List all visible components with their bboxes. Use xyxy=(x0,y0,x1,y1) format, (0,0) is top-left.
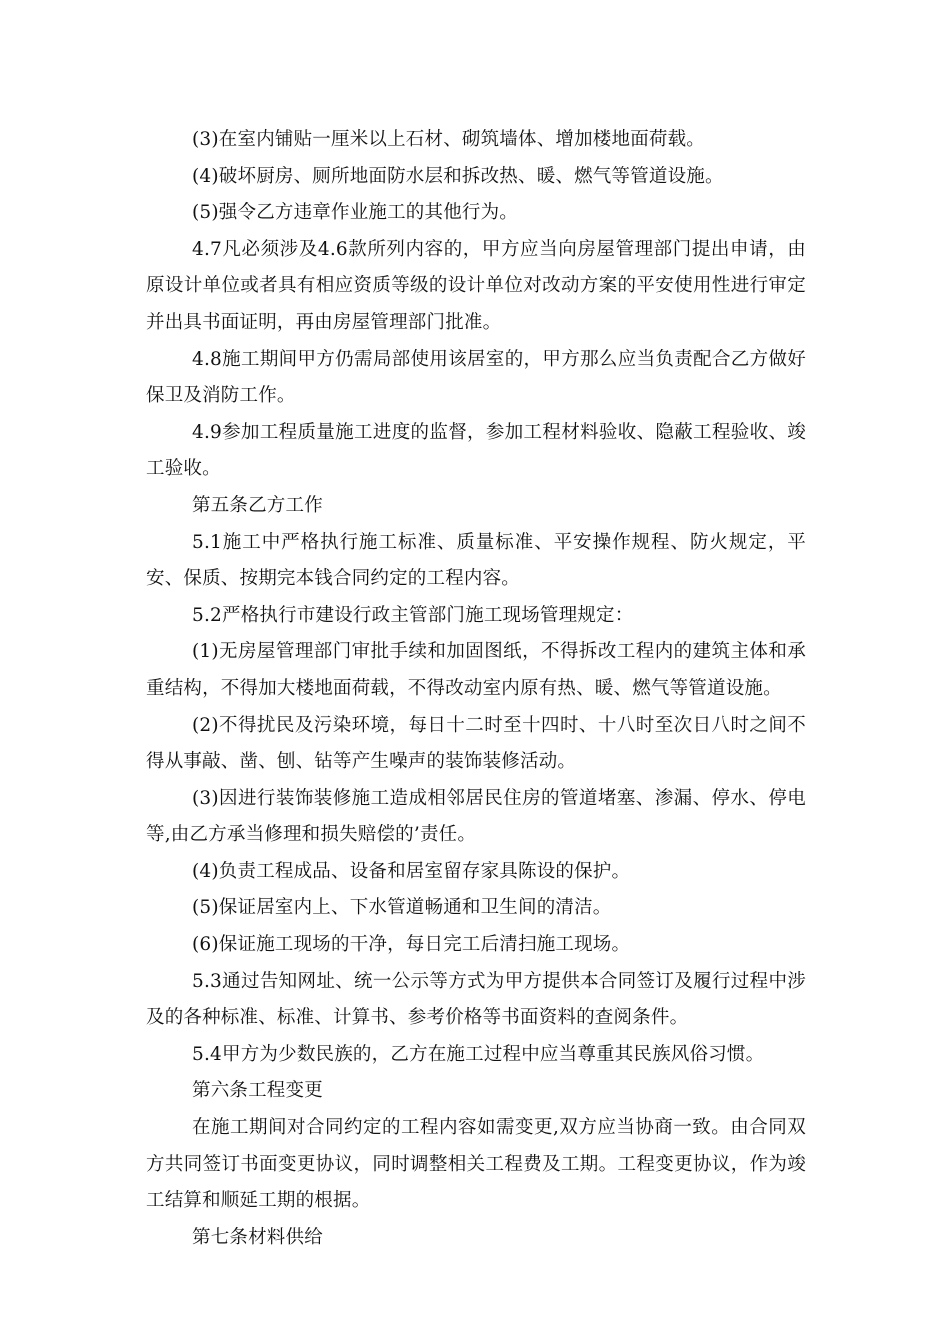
article-6-heading: 第六条工程变更 xyxy=(192,1080,323,1102)
clause-5-2: 5.2严格执行市建设行政主管部门施工现场管理规定： xyxy=(192,604,634,626)
clause-4-6-item-5: (5)强令乙方违章作业施工的其他行为。 xyxy=(192,202,519,224)
article-5-heading: 第五条乙方工作 xyxy=(192,494,323,516)
clause-5-1: 5.1施工中严格执行施工标准、质量标准、平安操作规程、防火规定，平安、保质、按期完本钱合同约定的工程内容。 xyxy=(146,531,806,590)
clause-5-2-item-3: (3)因进行装饰装修施工造成相邻居民住房的管道堵塞、渗漏、停水、停电等,由乙方承当修理和损失赔偿的’责任。 xyxy=(146,787,806,846)
clause-5-2-item-2: (2)不得扰民及污染环境，每日十二时至十四时、十八时至次日八时之间不得从事敲、凿、刨、钻等产生噪声的装饰装修活动。 xyxy=(146,714,806,773)
clause-5-2-item-4: (4)负责工程成品、设备和居室留存家具陈设的保护。 xyxy=(192,860,631,882)
document-body xyxy=(146,122,806,1256)
clause-5-2-item-6: (6)保证施工现场的干净，每日完工后清扫施工现场。 xyxy=(192,934,631,956)
clause-4-8: 4.8施工期间甲方仍需局部使用该居室的，甲方那么应当负责配合乙方做好保卫及消防工作。 xyxy=(146,348,806,407)
clause-5-2-item-5: (5)保证居室内上、下水管道畅通和卫生间的清洁。 xyxy=(192,897,612,919)
clause-4-6-item-3: (3)在室内铺贴一厘米以上石材、砌筑墙体、增加楼地面荷载。 xyxy=(192,129,706,150)
clause-4-9: 4.9参加工程质量施工进度的监督，参加工程材料验收、隐蔽工程验收、竣工验收。 xyxy=(146,421,806,480)
article-6-body: 在施工期间对合同约定的工程内容如需变更,双方应当协商一致。由合同双方共同签订书面变更协议，同时调整相关工程费及工期。工程变更协议，作为竣工结算和顺延工期的根据。 xyxy=(146,1117,806,1212)
clause-5-2-item-1: (1)无房屋管理部门审批手续和加固图纸，不得拆改工程内的建筑主体和承重结构，不得加大楼地面荷载，不得改动室内原有热、暖、燃气等管道设施。 xyxy=(146,641,806,699)
article-7-heading: 第七条材料供给 xyxy=(192,1226,323,1248)
clause-4-7: 4.7凡必须涉及4.6款所列内容的，甲方应当向房屋管理部门提出申请，由原设计单位或者具有相应资质等级的设计单位对改动方案的平安使用性进行审定并出具书面证明，再由房屋管理部门批准。 xyxy=(146,238,806,333)
clause-5-4: 5.4甲方为少数民族的，乙方在施工过程中应当尊重其民族风俗习惯。 xyxy=(192,1043,765,1065)
clause-5-3: 5.3通过告知网址、统一公示等方式为甲方提供本合同签订及履行过程中涉及的各种标准、标准、计算书、参考价格等书面资料的查阅条件。 xyxy=(146,970,806,1029)
clause-4-6-item-4: (4)破坏厨房、厕所地面防水层和拆改热、暖、燃气等管道设施。 xyxy=(192,165,724,187)
